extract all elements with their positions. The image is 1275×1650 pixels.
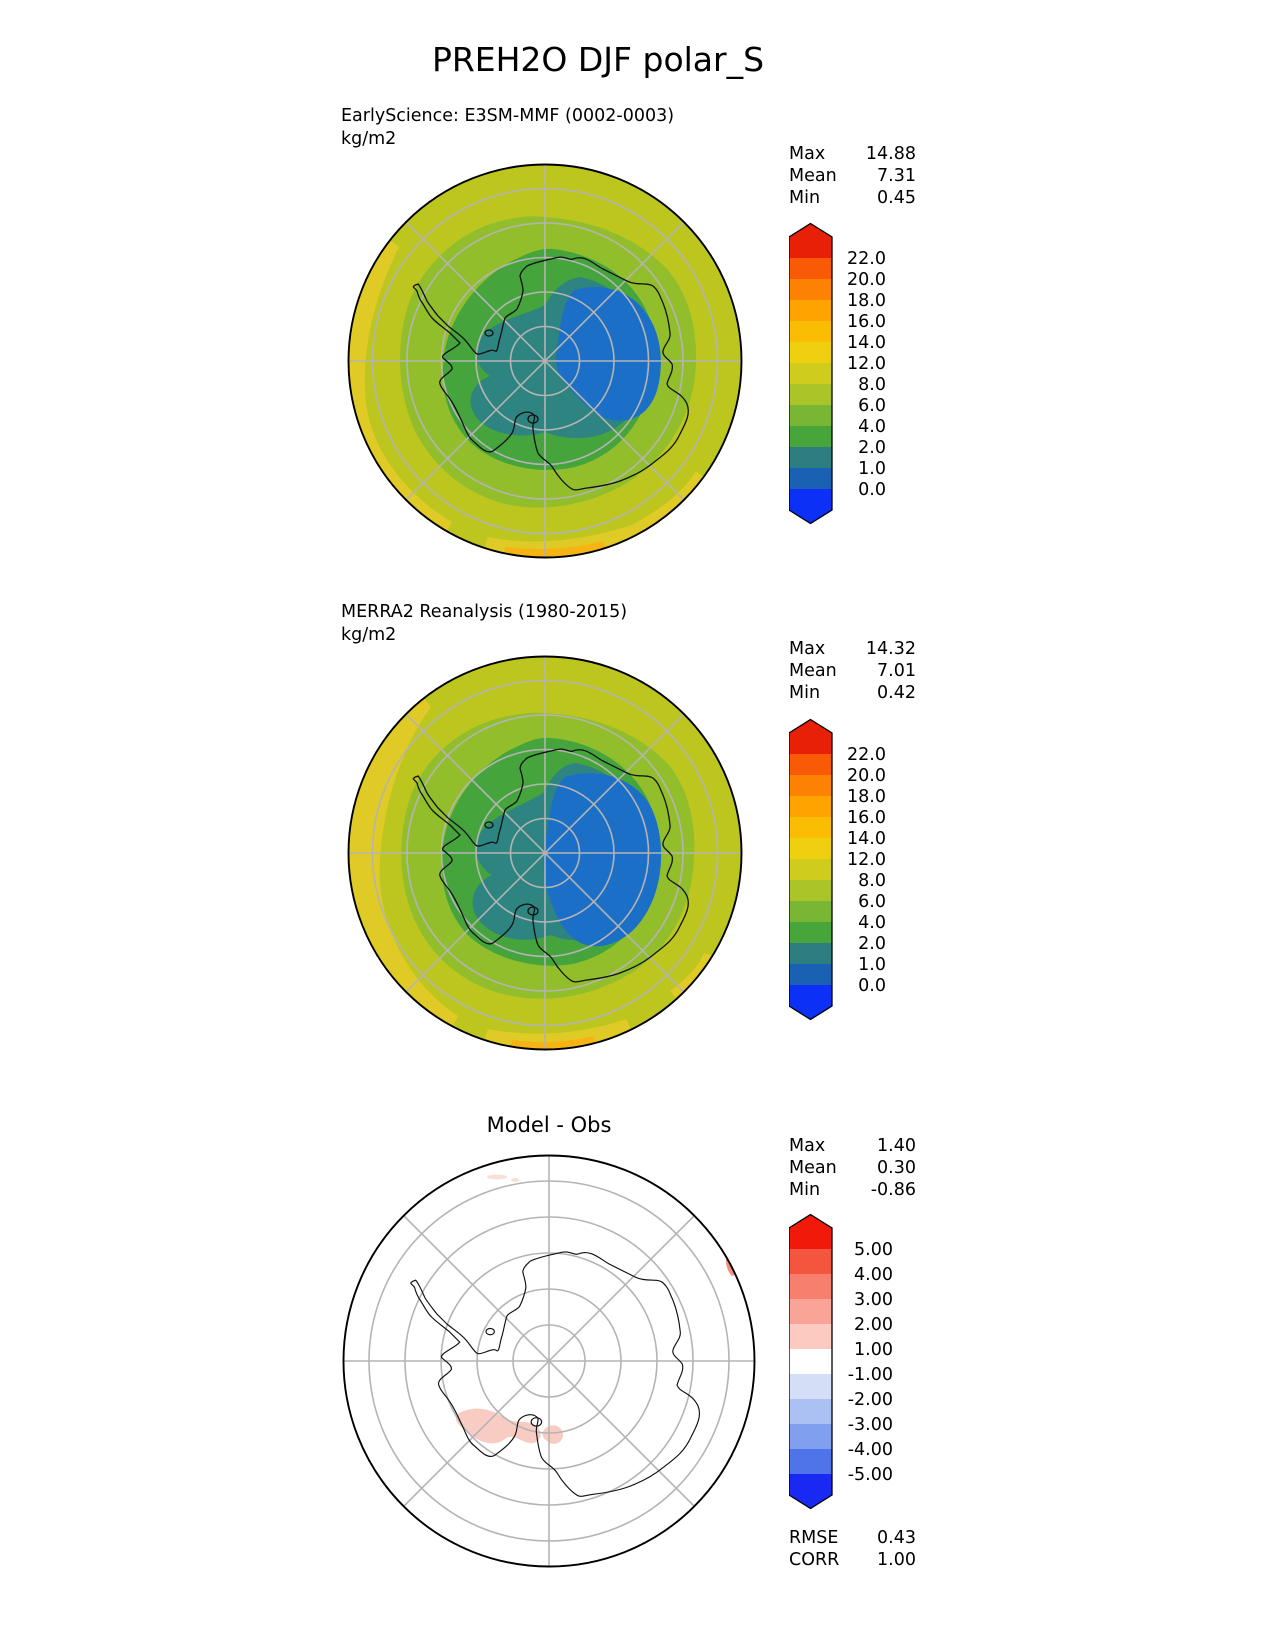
panel1-colorbar bbox=[789, 222, 939, 526]
colorbar-tick-label: 8.0 bbox=[858, 871, 886, 891]
panel2-stats bbox=[789, 639, 916, 704]
colorbar-tick-label: 2.0 bbox=[858, 438, 886, 458]
colorbar-tick-label: -5.00 bbox=[847, 1465, 893, 1485]
colorbar-tick-label: -1.00 bbox=[847, 1365, 893, 1385]
panel2-label: MERRA2 Reanalysis (1980-2015) bbox=[341, 602, 628, 622]
rmse-label: RMSE bbox=[789, 1528, 839, 1548]
stat-label: Max bbox=[789, 639, 826, 659]
colorbar-tick-label: -4.00 bbox=[847, 1440, 893, 1460]
colorbar-tick-label: 14.0 bbox=[847, 829, 886, 849]
stat-label: Min bbox=[789, 187, 821, 208]
figure-title: PREH2O DJF polar_S bbox=[431, 40, 765, 79]
colorbar-tick-label: 6.0 bbox=[858, 892, 886, 912]
colorbar-tick-label: 6.0 bbox=[858, 396, 886, 416]
stat-label: Min bbox=[789, 682, 821, 703]
colorbar-tick-label: 1.0 bbox=[858, 459, 886, 479]
colorbar-tick-label: 16.0 bbox=[847, 808, 886, 828]
colorbar-tick-label: 18.0 bbox=[847, 787, 886, 807]
colorbar-tick-label: 2.00 bbox=[854, 1315, 893, 1335]
corr-value: 1.00 bbox=[877, 1549, 916, 1570]
colorbar-tick-label: 8.0 bbox=[858, 375, 886, 395]
colorbar-tick-label: 16.0 bbox=[847, 312, 886, 332]
panel1-stats bbox=[789, 144, 916, 209]
colorbar-tick-label: 1.00 bbox=[854, 1340, 893, 1360]
colorbar-tick-label: 22.0 bbox=[847, 249, 886, 269]
stat-value: 7.31 bbox=[877, 165, 916, 186]
graticule bbox=[348, 164, 742, 558]
stat-value: -0.86 bbox=[870, 1179, 916, 1200]
panel1-units: kg/m2 bbox=[341, 129, 397, 149]
panel3-colorbar bbox=[789, 1213, 939, 1513]
colorbar-tick-label: 0.0 bbox=[858, 480, 886, 500]
panel2-map bbox=[335, 643, 755, 1063]
panel3-map bbox=[333, 1145, 765, 1577]
colorbar-tick-label: 0.0 bbox=[858, 976, 886, 996]
panel1-map bbox=[335, 151, 755, 571]
colorbar-tick-label: -2.00 bbox=[847, 1390, 893, 1410]
panel3-title: Model - Obs bbox=[486, 1113, 612, 1137]
colorbar-tick-label: -3.00 bbox=[847, 1415, 893, 1435]
stat-label: Max bbox=[789, 144, 826, 164]
colorbar-tick-label: 22.0 bbox=[847, 745, 886, 765]
panel1-label: EarlyScience: E3SM-MMF (0002-0003) bbox=[341, 106, 675, 126]
colorbar-tick-label: 4.00 bbox=[854, 1265, 893, 1285]
colorbar-tick-label: 2.0 bbox=[858, 934, 886, 954]
stat-label: Mean bbox=[789, 1157, 837, 1178]
graticule bbox=[348, 656, 742, 1050]
panel2-colorbar bbox=[789, 718, 939, 1022]
colorbar-tick-label: 20.0 bbox=[847, 270, 886, 290]
colorbar-tick-label: 12.0 bbox=[847, 850, 886, 870]
stat-value: 14.32 bbox=[865, 639, 916, 659]
stat-value: 0.45 bbox=[877, 187, 916, 208]
stat-label: Max bbox=[789, 1136, 826, 1156]
colorbar-tick-label: 14.0 bbox=[847, 333, 886, 353]
stat-value: 1.40 bbox=[877, 1136, 916, 1156]
graticule bbox=[343, 1155, 755, 1567]
corr-label: CORR bbox=[789, 1549, 840, 1570]
stat-value: 14.88 bbox=[865, 144, 916, 164]
panel2-units: kg/m2 bbox=[341, 625, 397, 645]
stat-label: Mean bbox=[789, 165, 837, 186]
stat-label: Min bbox=[789, 1179, 821, 1200]
stat-value: 0.30 bbox=[877, 1157, 916, 1178]
panel3-metrics bbox=[789, 1528, 916, 1572]
colorbar-tick-label: 4.0 bbox=[858, 417, 886, 437]
colorbar-tick-label: 20.0 bbox=[847, 766, 886, 786]
colorbar-tick-label: 5.00 bbox=[854, 1240, 893, 1260]
panel3-stats bbox=[789, 1136, 916, 1201]
rmse-value: 0.43 bbox=[877, 1528, 916, 1548]
stat-value: 0.42 bbox=[877, 682, 916, 703]
colorbar-tick-label: 12.0 bbox=[847, 354, 886, 374]
colorbar-tick-label: 18.0 bbox=[847, 291, 886, 311]
colorbar-tick-label: 1.0 bbox=[858, 955, 886, 975]
stat-value: 7.01 bbox=[877, 660, 916, 681]
colorbar-tick-label: 3.00 bbox=[854, 1290, 893, 1310]
colorbar-tick-label: 4.0 bbox=[858, 913, 886, 933]
stat-label: Mean bbox=[789, 660, 837, 681]
